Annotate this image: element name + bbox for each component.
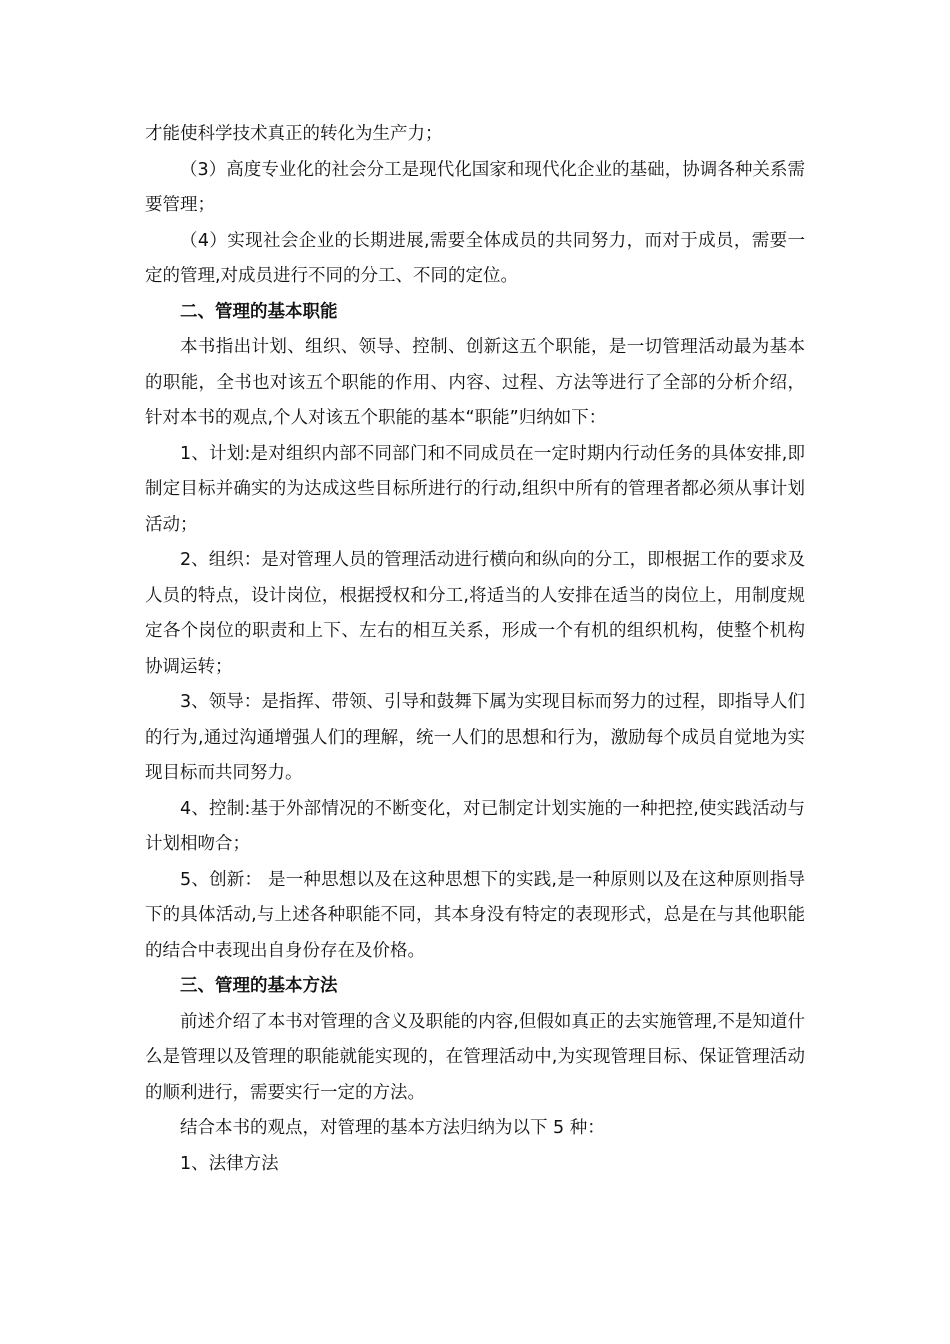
- paragraph-functions-intro: 本书指出计划、组织、领导、控制、创新这五个职能，是一切管理活动最为基本的职能，全书也对该五个职能的作用、内容、过程、方法等进行了全部的分析介绍，针对本书的观点,个人对该五个职能的基本“职能”归纳如下：: [145, 337, 805, 428]
- section-heading-2: 二、管理的基本职能: [180, 301, 338, 322]
- paragraph-continuation: 才能使科学技术真正的转化为生产力；: [145, 124, 443, 144]
- paragraph-controlling: 4、控制:基于外部情况的不断变化，对已制定计划实施的一种把控,使实践活动与计划相吻合；: [145, 798, 805, 854]
- paragraph-methods-summary: 结合本书的观点，对管理的基本方法归纳为以下 5 种：: [180, 1118, 605, 1138]
- paragraph-methods-intro: 前述介绍了本书对管理的含义及职能的内容,但假如真正的去实施管理,不是知道什么是管理以及管理的职能就能实现的，在管理活动中,为实现管理目标、保证管理活动的顺利进行，需要实行一定的方法。: [145, 1011, 805, 1103]
- section-heading-3: 三、管理的基本方法: [180, 976, 338, 996]
- paragraph-innovating: 5、创新： 是一种思想以及在这种思想下的实践,是一种原则以及在这种原则指导下的具体活动,与上述各种职能不同，其本身没有特定的表现形式，总是在与其他职能的结合中表现出自身份存在及价格。: [145, 869, 805, 961]
- paragraph-planning: 1、计划:是对组织内部不同部门和不同成员在一定时期内行动任务的具体安排,即制定目标并确实的为达成这些目标所进行的行动,组织中所有的管理者都必须从事计划活动；: [145, 443, 805, 535]
- paragraph-organizing: 2、组织：是对管理人员的管理活动进行横向和纵向的分工，即根据工作的要求及人员的特点，设计岗位，根据授权和分工,将适当的人安排在适当的岗位上，用制度规定各个岗位的职责和上下、左右的相互关系，形成一个有机的组织机构，使整个机构协调运转；: [145, 550, 805, 677]
- paragraph-item-4: （4）实现社会企业的长期进展,需要全体成员的共同努力，而对于成员，需要一定的管理,对成员进行不同的分工、不同的定位。: [145, 230, 805, 286]
- paragraph-legal-method: 1、法律方法: [180, 1153, 279, 1174]
- document-body: [145, 117, 805, 1182]
- paragraph-item-3: （3）高度专业化的社会分工是现代化国家和现代化企业的基础，协调各种关系需要管理；: [145, 159, 805, 215]
- paragraph-leading: 3、领导：是指挥、带领、引导和鼓舞下属为实现目标而努力的过程，即指导人们的行为,通过沟通增强人们的理解，统一人们的思想和行为，激励每个成员自觉地为实现目标而共同努力。: [145, 692, 805, 783]
